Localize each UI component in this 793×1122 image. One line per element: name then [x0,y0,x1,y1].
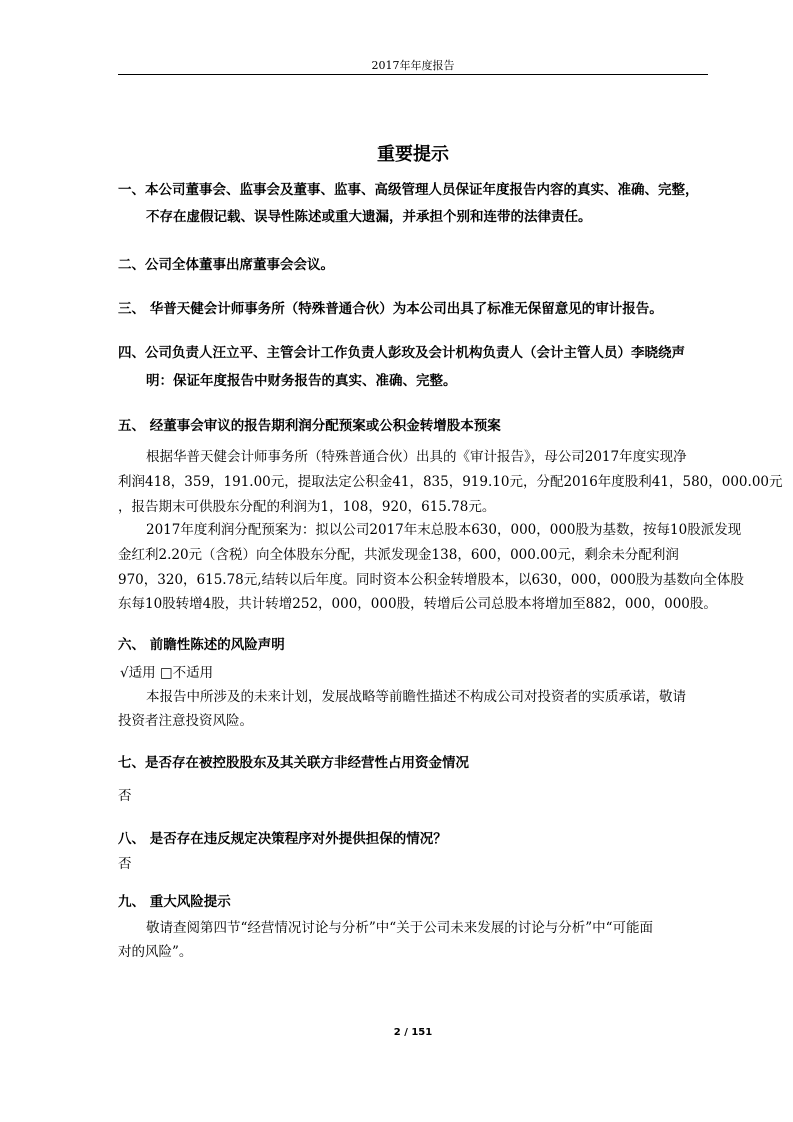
item-1-line-1: 一、本公司董事会、监事会及董事、监事、高级管理人员保证年度报告内容的真实、准确、完整， [118,182,699,198]
item-5-para-1-line-1: 根据华普天健会计师事务所（特殊普通合伙）出具的《审计报告》，母公司2017年度实现净 [146,449,687,465]
item-6-para-line-1: 本报告中所涉及的未来计划，发展战略等前瞻性描述不构成公司对投资者的实质承诺，敬请 [146,689,686,705]
item-9-para-line-1: 敬请查阅第四节“经营情况讨论与分析”中“关于公司未来发展的讨论与分析”中“可能面 [146,920,654,936]
item-6-para-line-2: 投资者注意投资风险。 [118,713,253,729]
item-5-heading: 五、 经董事会审议的报告期利润分配预案或公积金转增股本预案 [118,418,501,434]
item-3: 三、 华普天健会计师事务所（特殊普通合伙）为本公司出具了标准无保留意见的审计报告。 [118,301,663,317]
item-2: 二、公司全体董事出席董事会会议。 [118,257,334,273]
item-9-para-line-2: 对的风险”。 [118,944,193,960]
item-5-para-2-line-1: 2017年度利润分配预案为：拟以公司2017年末总股本630，000，000股为基数，按每10股派发现 [146,522,742,538]
item-7-answer: 否 [118,788,132,804]
item-6-heading: 六、 前瞻性陈述的风险声明 [118,637,285,653]
page-number: 2 / 151 [393,1027,433,1038]
page-title: 重要提示 [377,144,449,165]
item-5-para-1-line-3: ，报告期末可供股东分配的利润为1，108，920，615.78元。 [118,499,496,515]
item-5-para-2-line-2: 金红利2.20元（含税）向全体股东分配，共派发现金138，600，000.00元，剩余未分配利润 [118,547,679,563]
item-1-line-2: 不存在虚假记载、误导性陈述或重大遗漏，并承担个别和连带的法律责任。 [146,209,592,225]
applicability-options: √适用 □不适用 [120,665,214,681]
item-8-answer: 否 [118,856,132,872]
item-7-heading: 七、是否存在被控股股东及其关联方非经营性占用资金情况 [118,755,469,771]
item-8-heading: 八、 是否存在违反规定决策程序对外提供担保的情况？ [118,831,447,847]
running-header: 2017年年度报告 [371,59,455,72]
item-5-para-2-line-3: 970，320，615.78元,结转以后年度。同时资本公积金转增股本，以630，000，000股为基数向全体股 [118,572,744,588]
item-9-heading: 九、 重大风险提示 [118,894,231,910]
item-5-para-1-line-2: 利润418，359，191.00元，提取法定公积金41，835，919.10元，分配2016年度股利41，580，000.00元 [118,474,783,490]
header-divider [118,74,708,75]
item-5-para-2-line-4: 东每10股转增4股，共计转增252，000，000股，转增后公司总股本将增加至882，000，000股。 [118,596,717,612]
item-4-line-2: 明：保证年度报告中财务报告的真实、准确、完整。 [146,373,457,389]
item-4-line-1: 四、公司负责人汪立平、主管会计工作负责人彭玫及会计机构负责人（会计主管人员）李晓绕声 [118,345,685,361]
